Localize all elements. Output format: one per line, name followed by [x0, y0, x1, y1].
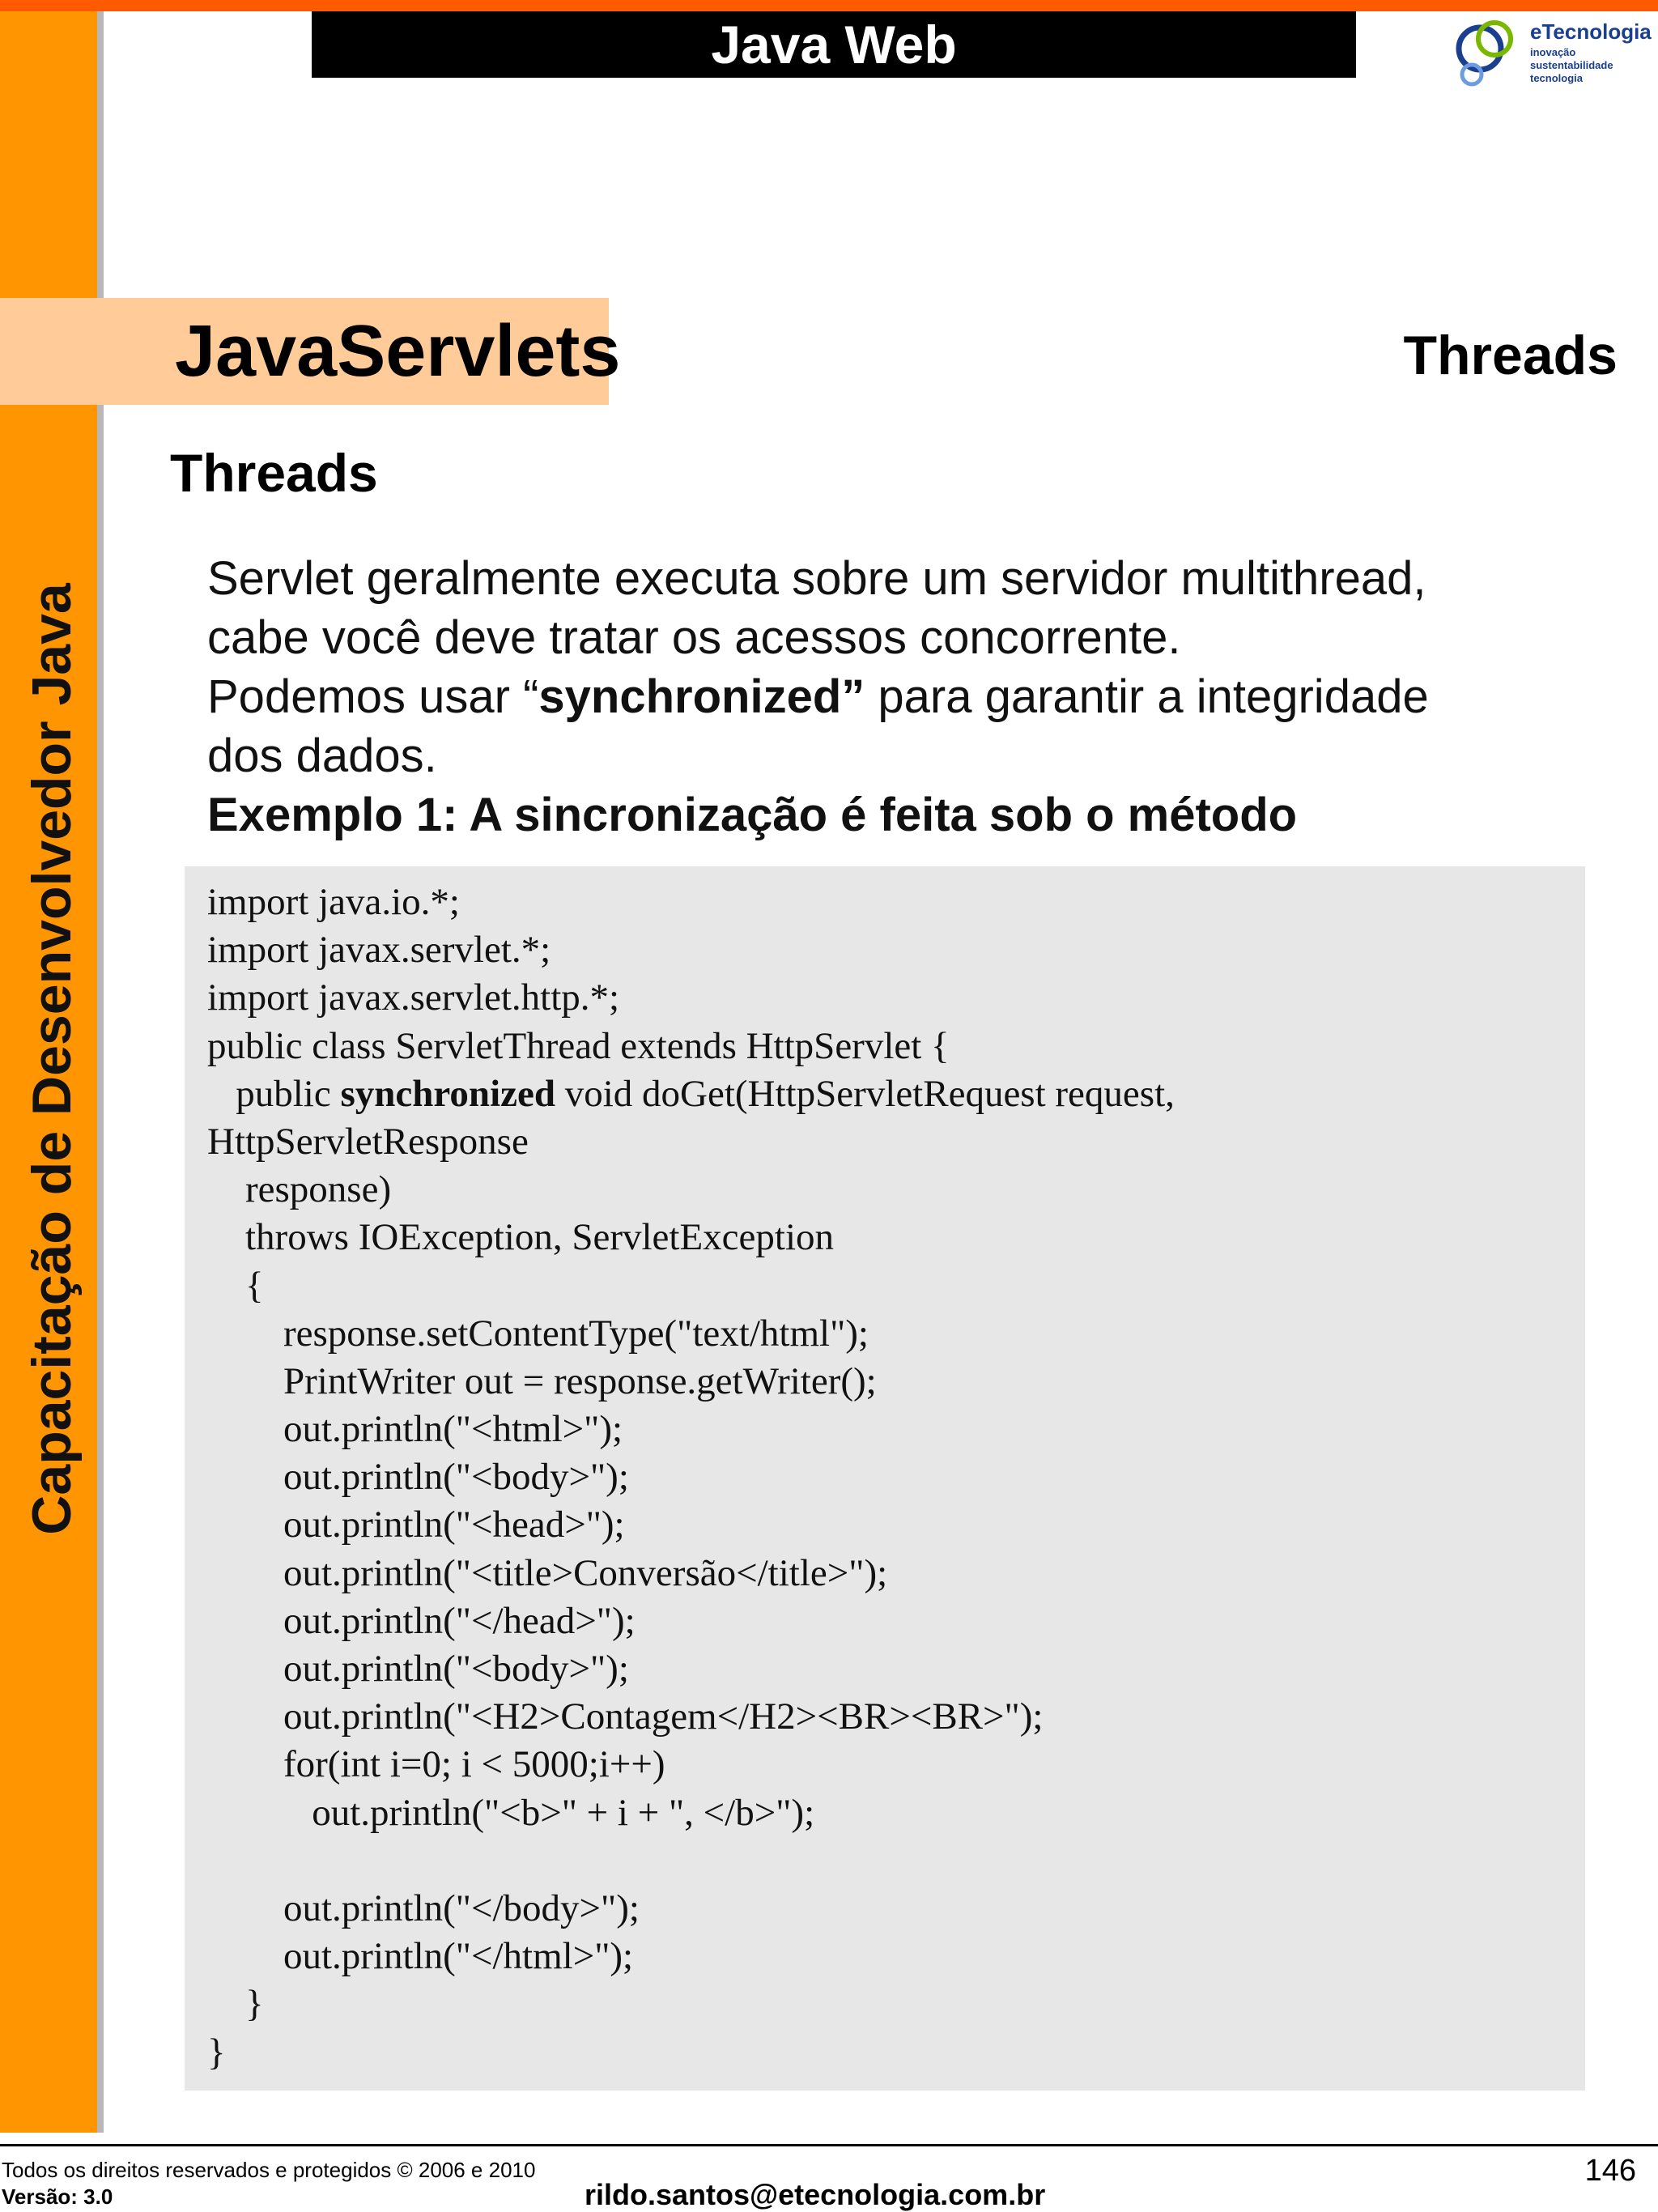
logo-rings-icon [1449, 15, 1530, 96]
footer-copyright: Todos os direitos reservados e protegidos © 2006 e 2010 [2, 2158, 536, 2182]
code-line: import javax.servlet.http.*; [207, 976, 620, 1019]
code-line: out.println("<head>"); [207, 1504, 625, 1546]
section-title: JavaServlets [175, 311, 621, 392]
page-number: 146 [1584, 2154, 1636, 2188]
code-line: out.println("</html>"); [207, 1935, 634, 1978]
line3-prefix: Podemos usar “ [207, 670, 539, 723]
code-line: out.println("<H2>Contagem</H2><BR><BR>"); [207, 1695, 1044, 1738]
code-line5-suffix: void doGet(HttpServletRequest request, [555, 1072, 1175, 1115]
code-line: HttpServletResponse [207, 1120, 529, 1163]
footer-divider [0, 2144, 1658, 2146]
logo-tagline-1: inovação [1530, 46, 1576, 58]
code-line: out.println("<b>" + i + ", </b>"); [207, 1791, 815, 1834]
header-title: Java Web [312, 11, 1356, 78]
etecnologia-logo [1449, 15, 1658, 96]
code-line [207, 1837, 1567, 1885]
code-line: import javax.servlet.*; [207, 929, 551, 972]
code-synchronized-keyword: synchronized [340, 1072, 555, 1115]
code-block [207, 878, 1567, 2077]
code-line: out.println("<body>"); [207, 1456, 629, 1499]
paragraph-line-3 [207, 667, 1616, 726]
section-topic: Threads [1403, 325, 1618, 386]
content-paragraph [207, 549, 1616, 844]
code-line: out.println("<body>"); [207, 1648, 629, 1690]
code-line: out.println("</head>"); [207, 1599, 636, 1642]
code-line: { [207, 1264, 264, 1307]
code-line: } [207, 2031, 226, 2074]
top-accent-stripe [0, 0, 1658, 11]
code-line: for(int i=0; i < 5000;i++) [207, 1743, 665, 1786]
line3-suffix: para garantir a integridade [865, 670, 1429, 723]
code-line-synchronized [207, 1070, 1567, 1118]
footer-version: Versão: 3.0 [2, 2184, 113, 2209]
logo-tagline-3: tecnologia [1530, 72, 1584, 84]
code-line: import java.io.*; [207, 881, 460, 923]
paragraph-line-2: cabe você deve tratar os acessos concorrente. [207, 611, 1181, 664]
sidebar-vertical-title: Capacitação de Desenvolvedor Java [21, 583, 83, 1535]
paragraph-line-4: dos dados. [207, 730, 437, 782]
example-heading: Exemplo 1: A sincronização é feita sob o método [207, 789, 1298, 841]
code-line: public class ServletThread extends HttpServlet { [207, 1024, 950, 1067]
code-line: PrintWriter out = response.getWriter(); [207, 1359, 877, 1402]
paragraph-line-1: Servlet geralmente executa sobre um servidor multithread, [207, 552, 1426, 605]
code-line: out.println("<title>Conversão</title>"); [207, 1551, 888, 1594]
footer-email: rildo.santos@etecnologia.com.br [585, 2178, 1046, 2211]
line3-bold-keyword: synchronized” [538, 670, 865, 723]
code-line: } [207, 1983, 264, 2026]
code-line5-prefix: public [207, 1072, 341, 1115]
logo-tagline-2: sustentabilidade [1530, 59, 1613, 71]
logo-name: eTecnologia [1530, 19, 1652, 44]
code-line: response) [207, 1168, 392, 1211]
content-subtitle: Threads [170, 443, 378, 503]
code-line: out.println("<html>"); [207, 1408, 623, 1451]
code-line: throws IOException, ServletException [207, 1216, 835, 1259]
code-line: response.setContentType("text/html"); [207, 1312, 869, 1355]
code-line: out.println("</body>"); [207, 1887, 640, 1929]
